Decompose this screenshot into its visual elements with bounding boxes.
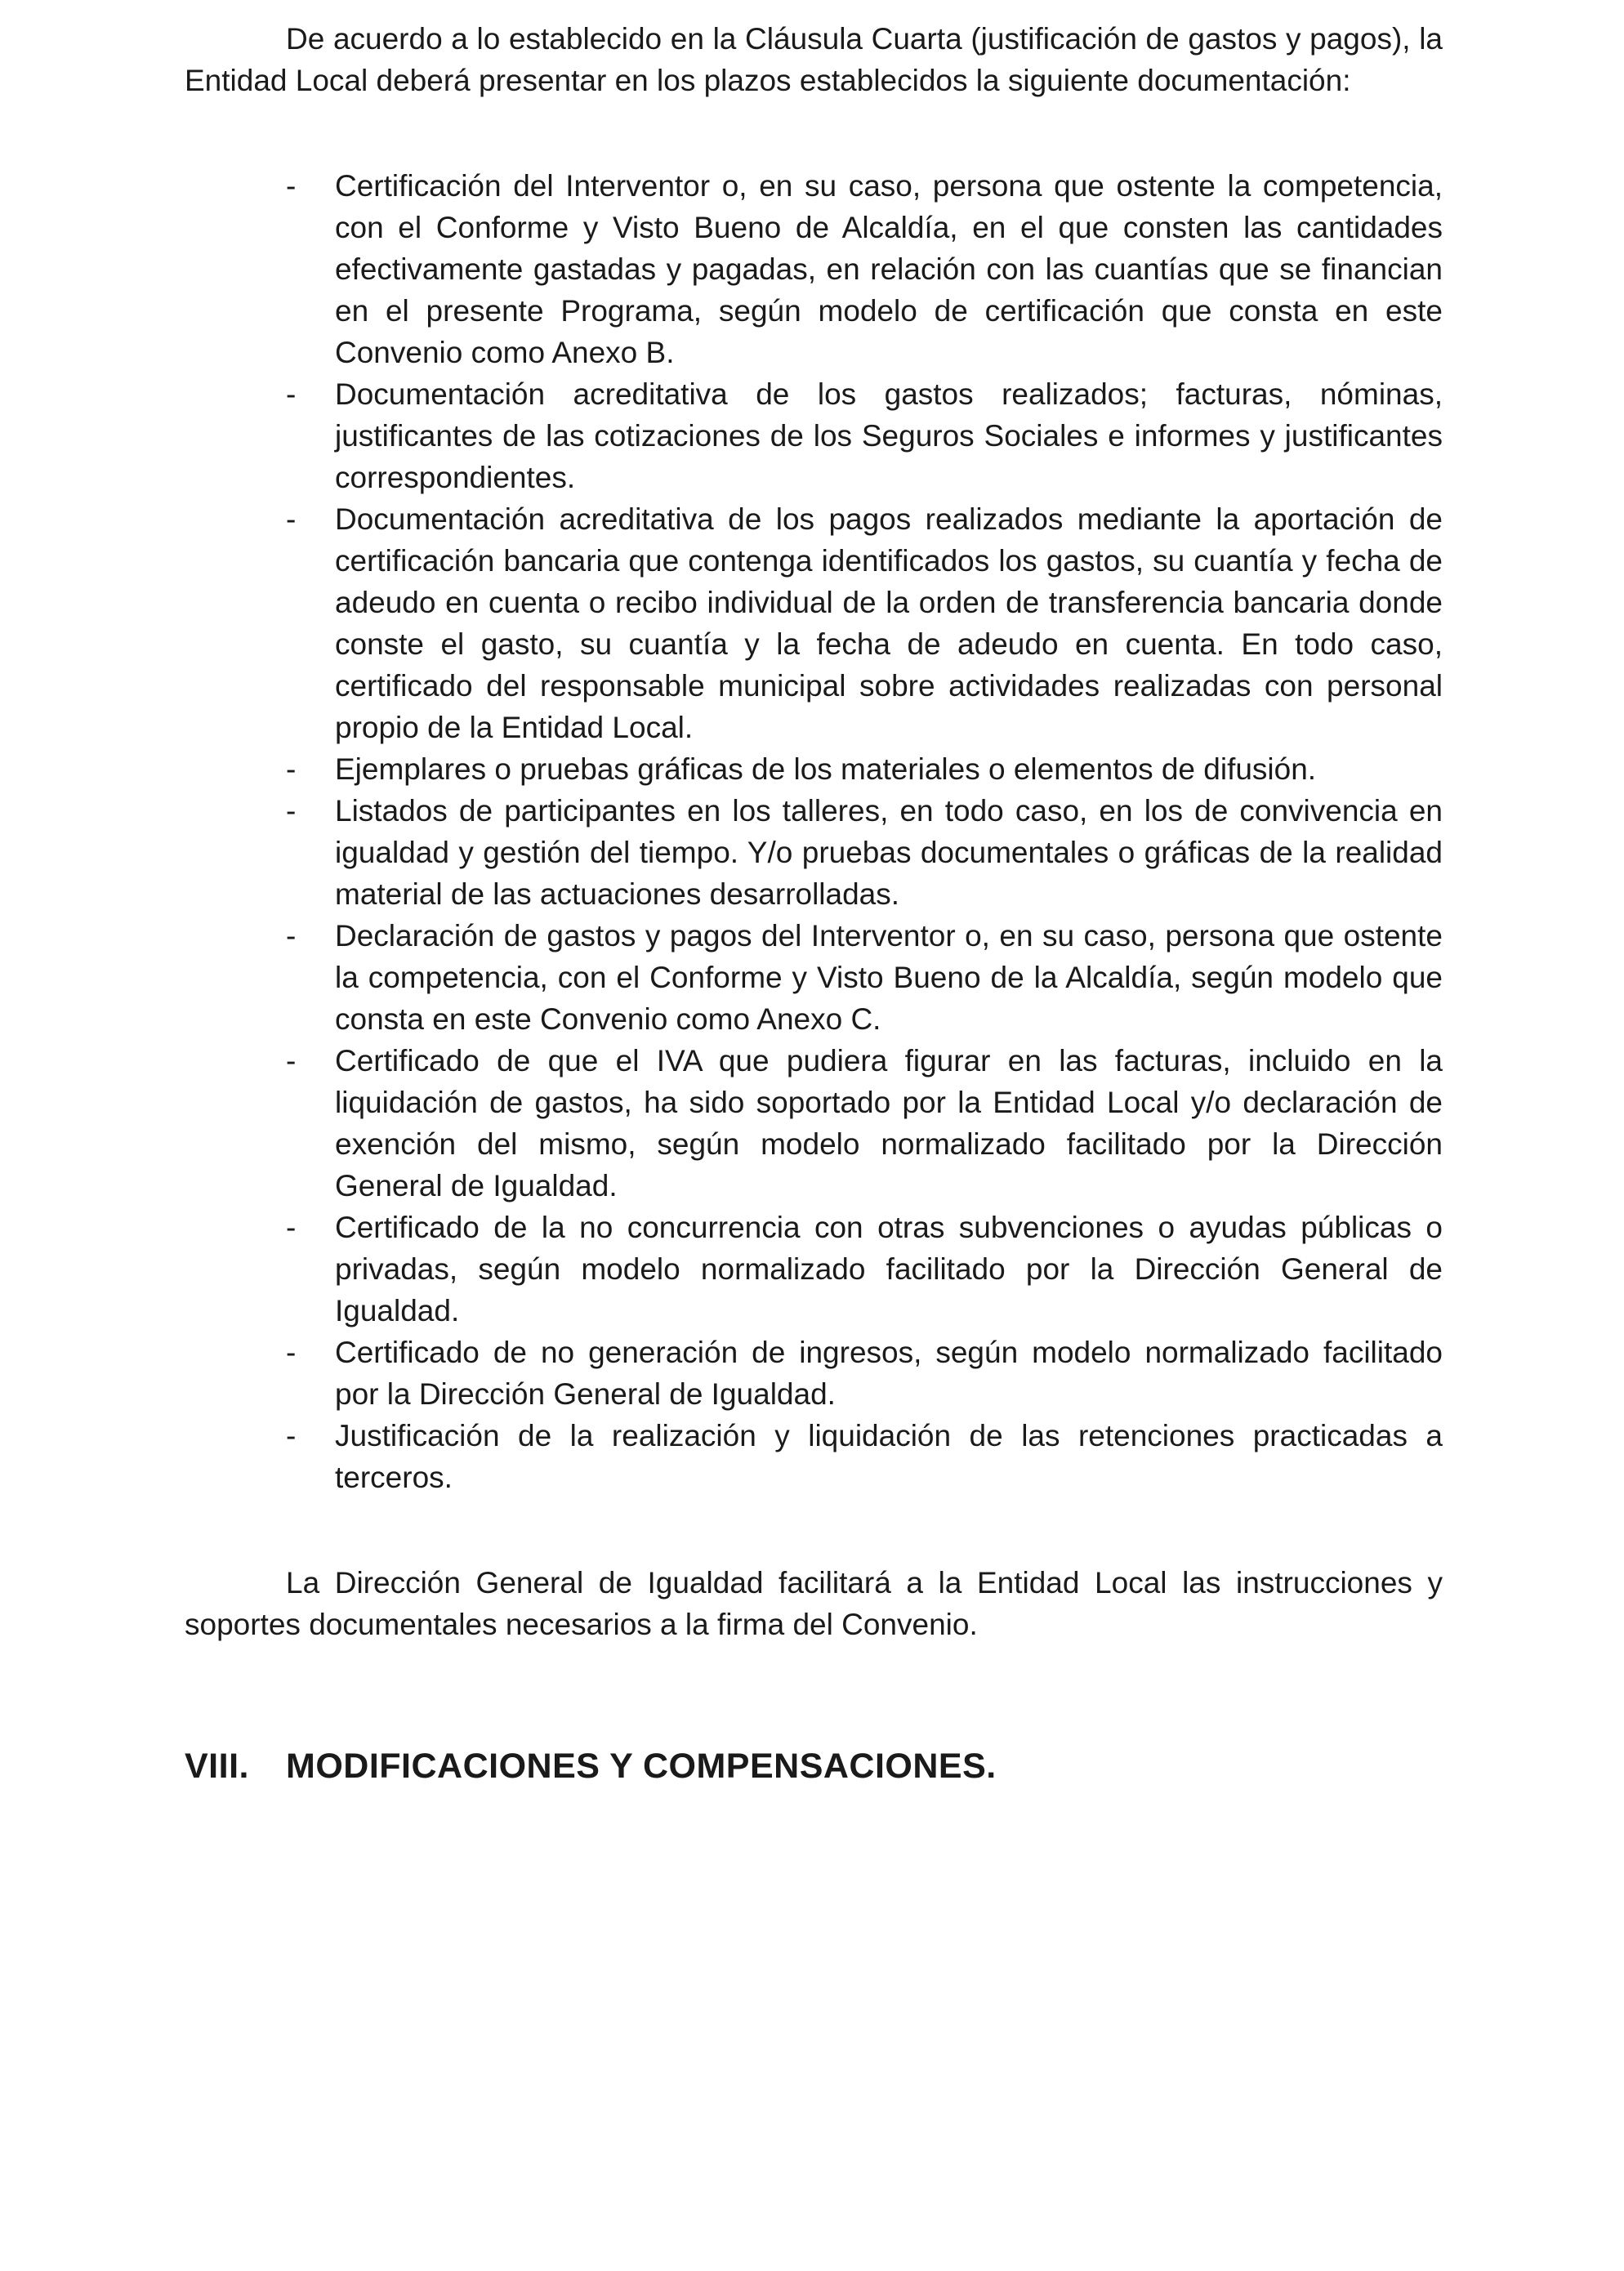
bullet-dash: - [286, 377, 297, 411]
bullet-dash: - [286, 752, 297, 786]
section-heading [185, 1743, 1443, 1789]
list-item-text: Certificación del Interventor o, en su caso, persona que ostente la competencia, con el Conforme y Visto Bueno de Alcaldía, en el que consten las cantidades efectivamente gastadas y pagadas, en relación con las cuantías que se financian en el presente Programa, según modelo de certificación que consta en este Convenio como Anexo B. [335, 169, 1443, 369]
list-item [286, 790, 1443, 915]
list-item-text: Listados de participantes en los talleres, en todo caso, en los de convivencia en igualdad y gestión del tiempo. Y/o pruebas documentales o gráficas de la realidad material de las actuaciones desarrolladas. [335, 794, 1443, 911]
list-item [286, 915, 1443, 1040]
list-item [286, 498, 1443, 748]
bullet-dash: - [286, 169, 297, 203]
bullet-dash: - [286, 1336, 297, 1369]
closing-paragraph: La Dirección General de Igualdad facilitará a la Entidad Local las instrucciones y soportes documentales necesarios a la firma del Convenio. [185, 1566, 1443, 1641]
list-item-text: Certificado de no generación de ingresos, según modelo normalizado facilitado por la Dirección General de Igualdad. [335, 1336, 1443, 1411]
list-item [286, 1332, 1443, 1415]
documentation-list [185, 165, 1443, 1498]
list-item [286, 1040, 1443, 1207]
list-item [286, 1415, 1443, 1498]
bullet-dash: - [286, 1211, 297, 1244]
list-item-text: Justificación de la realización y liquidación de las retenciones practicadas a terceros. [335, 1419, 1443, 1494]
intro-paragraph: De acuerdo a lo establecido en la Cláusula Cuarta (justificación de gastos y pagos), la Entidad Local deberá presentar en los plazos establecidos la siguiente documentación: [185, 22, 1443, 97]
bullet-dash: - [286, 1044, 297, 1077]
bullet-dash: - [286, 502, 297, 536]
list-item [286, 165, 1443, 373]
list-item-text: Certificado de la no concurrencia con otras subvenciones o ayudas públicas o privadas, según modelo normalizado facilitado por la Dirección General de Igualdad. [335, 1211, 1443, 1327]
bullet-dash: - [286, 919, 297, 953]
list-item-text: Certificado de que el IVA que pudiera figurar en las facturas, incluido en la liquidación de gastos, ha sido soportado por la Entidad Local y/o declaración de exención del mismo, según modelo normalizado facilitado por la Dirección General de Igualdad. [335, 1044, 1443, 1202]
list-item [286, 748, 1443, 790]
document-page [185, 18, 1443, 1789]
section-title: MODIFICACIONES Y COMPENSACIONES. [286, 1747, 997, 1786]
bullet-dash: - [286, 1419, 297, 1452]
section-number: VIII. [185, 1747, 249, 1786]
list-item-text: Documentación acreditativa de los pagos realizados mediante la aportación de certificación bancaria que contenga identificados los gastos, su cuantía y fecha de adeudo en cuenta o recibo individual de la orden de transferencia bancaria donde conste el gasto, su cuantía y la fecha de adeudo en cuenta. En todo caso, certificado del responsable municipal sobre actividades realizadas con personal propio de la Entidad Local. [335, 502, 1443, 744]
bullet-dash: - [286, 794, 297, 828]
list-item [286, 373, 1443, 498]
list-item-text: Declaración de gastos y pagos del Interventor o, en su caso, persona que ostente la competencia, con el Conforme y Visto Bueno de la Alcaldía, según modelo que consta en este Convenio como Anexo C. [335, 919, 1443, 1036]
list-item-text: Ejemplares o pruebas gráficas de los materiales o elementos de difusión. [335, 752, 1317, 786]
list-item [286, 1207, 1443, 1332]
list-item-text: Documentación acreditativa de los gastos realizados; facturas, nóminas, justificantes de las cotizaciones de los Seguros Sociales e informes y justificantes correspondientes. [335, 377, 1443, 494]
